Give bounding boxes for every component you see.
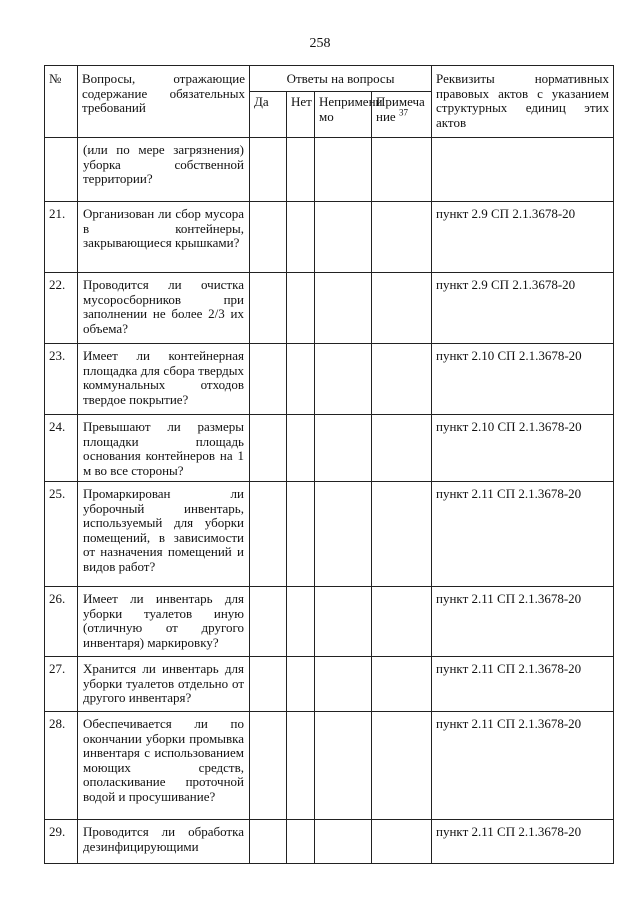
- cell-question: Хранится ли инвентарь для уборки туалетов отдельно от другого инвентаря?: [78, 657, 250, 712]
- cell-requisites: пункт 2.11 СП 2.1.3678-20: [432, 587, 614, 657]
- cell-da: [250, 344, 287, 415]
- cell-da: [250, 273, 287, 344]
- page-number: 258: [309, 36, 331, 51]
- cell-net: [287, 657, 315, 712]
- cell-da: [250, 482, 287, 587]
- cell-primechanie: [372, 202, 432, 273]
- cell-num: 26.: [45, 587, 78, 657]
- cell-num: 25.: [45, 482, 78, 587]
- cell-net: [287, 820, 315, 864]
- cell-neprimenimo: [315, 820, 372, 864]
- cell-primechanie: [372, 344, 432, 415]
- table-row: [45, 587, 614, 657]
- header-question: Вопросы, отражающие содержание обязательных требований: [78, 66, 250, 138]
- cell-net: [287, 415, 315, 482]
- cell-net: [287, 273, 315, 344]
- cell-question: Проводится ли очистка мусоросборников при заполнении не более 2/3 их объема?: [78, 273, 250, 344]
- cell-requisites: пункт 2.10 СП 2.1.3678-20: [432, 344, 614, 415]
- header-net: Нет: [287, 92, 315, 138]
- cell-primechanie: [372, 138, 432, 202]
- cell-neprimenimo: [315, 587, 372, 657]
- cell-num: 22.: [45, 273, 78, 344]
- cell-num: 28.: [45, 712, 78, 820]
- cell-primechanie: [372, 273, 432, 344]
- cell-primechanie: [372, 657, 432, 712]
- cell-requisites: [432, 138, 614, 202]
- cell-net: [287, 202, 315, 273]
- cell-num: 27.: [45, 657, 78, 712]
- cell-question: Организован ли сбор мусора в контейнеры, закрывающиеся крышками?: [78, 202, 250, 273]
- cell-neprimenimo: [315, 202, 372, 273]
- footnote-ref: 37: [398, 107, 408, 118]
- cell-question: Имеет ли контейнерная площадка для сбора твердых коммунальных отходов твердое покрытие?: [78, 344, 250, 415]
- cell-primechanie: [372, 587, 432, 657]
- cell-question: Обеспечивается ли по окончании уборки промывка инвентаря с использованием моющих средств, ополаскивание проточной водой и просушивание?: [78, 712, 250, 820]
- cell-net: [287, 344, 315, 415]
- requirements-table: [44, 65, 614, 864]
- cell-question: Имеет ли инвентарь для уборки туалетов иную (отличную от другого инвентаря) маркировку?: [78, 587, 250, 657]
- cell-net: [287, 482, 315, 587]
- table-row: [45, 820, 614, 864]
- cell-num: 29.: [45, 820, 78, 864]
- header-requisites: Реквизиты нормативных правовых актов с указанием структурных единиц этих актов: [432, 66, 614, 138]
- cell-da: [250, 202, 287, 273]
- table-row: [45, 657, 614, 712]
- header-primechanie-text: Примеча ние: [376, 94, 425, 124]
- cell-net: [287, 587, 315, 657]
- cell-primechanie: [372, 482, 432, 587]
- cell-neprimenimo: [315, 482, 372, 587]
- header-da: Да: [250, 92, 287, 138]
- cell-neprimenimo: [315, 657, 372, 712]
- cell-neprimenimo: [315, 344, 372, 415]
- cell-da: [250, 587, 287, 657]
- table-row-continuation: [45, 138, 614, 202]
- table-row: [45, 344, 614, 415]
- cell-primechanie: [372, 820, 432, 864]
- cell-primechanie: [372, 712, 432, 820]
- table-row: [45, 712, 614, 820]
- cell-da: [250, 415, 287, 482]
- cell-requisites: пункт 2.11 СП 2.1.3678-20: [432, 712, 614, 820]
- cell-question: Промаркирован ли уборочный инвентарь, используемый для уборки помещений, в зависимости от назначения помещений и видов работ?: [78, 482, 250, 587]
- cell-primechanie: [372, 415, 432, 482]
- cell-neprimenimo: [315, 138, 372, 202]
- cell-da: [250, 657, 287, 712]
- cell-num: 24.: [45, 415, 78, 482]
- header-answers: Ответы на вопросы: [250, 66, 432, 92]
- cell-requisites: пункт 2.11 СП 2.1.3678-20: [432, 482, 614, 587]
- cell-net: [287, 712, 315, 820]
- cell-requisites: пункт 2.11 СП 2.1.3678-20: [432, 657, 614, 712]
- header-primechanie: [372, 92, 432, 138]
- table-row: [45, 415, 614, 482]
- header-neprimenimo: Непримени мо: [315, 92, 372, 138]
- cell-net: [287, 138, 315, 202]
- cell-neprimenimo: [315, 415, 372, 482]
- cell-da: [250, 820, 287, 864]
- header-num: №: [45, 66, 78, 138]
- cell-num: 21.: [45, 202, 78, 273]
- cell-question: Проводится ли обработка дезинфицирующими: [78, 820, 250, 864]
- cell-requisites: пункт 2.9 СП 2.1.3678-20: [432, 202, 614, 273]
- cell-question: (или по мере загрязнения) уборка собственной территории?: [78, 138, 250, 202]
- cell-num: 23.: [45, 344, 78, 415]
- header-row: [45, 66, 614, 92]
- cell-requisites: пункт 2.9 СП 2.1.3678-20: [432, 273, 614, 344]
- cell-requisites: пункт 2.10 СП 2.1.3678-20: [432, 415, 614, 482]
- table-row: [45, 273, 614, 344]
- cell-da: [250, 712, 287, 820]
- table-row: [45, 202, 614, 273]
- cell-neprimenimo: [315, 273, 372, 344]
- table-row: [45, 482, 614, 587]
- cell-da: [250, 138, 287, 202]
- cell-num: [45, 138, 78, 202]
- cell-requisites: пункт 2.11 СП 2.1.3678-20: [432, 820, 614, 864]
- cell-neprimenimo: [315, 712, 372, 820]
- cell-question: Превышают ли размеры площадки площадь основания контейнеров на 1 м во все стороны?: [78, 415, 250, 482]
